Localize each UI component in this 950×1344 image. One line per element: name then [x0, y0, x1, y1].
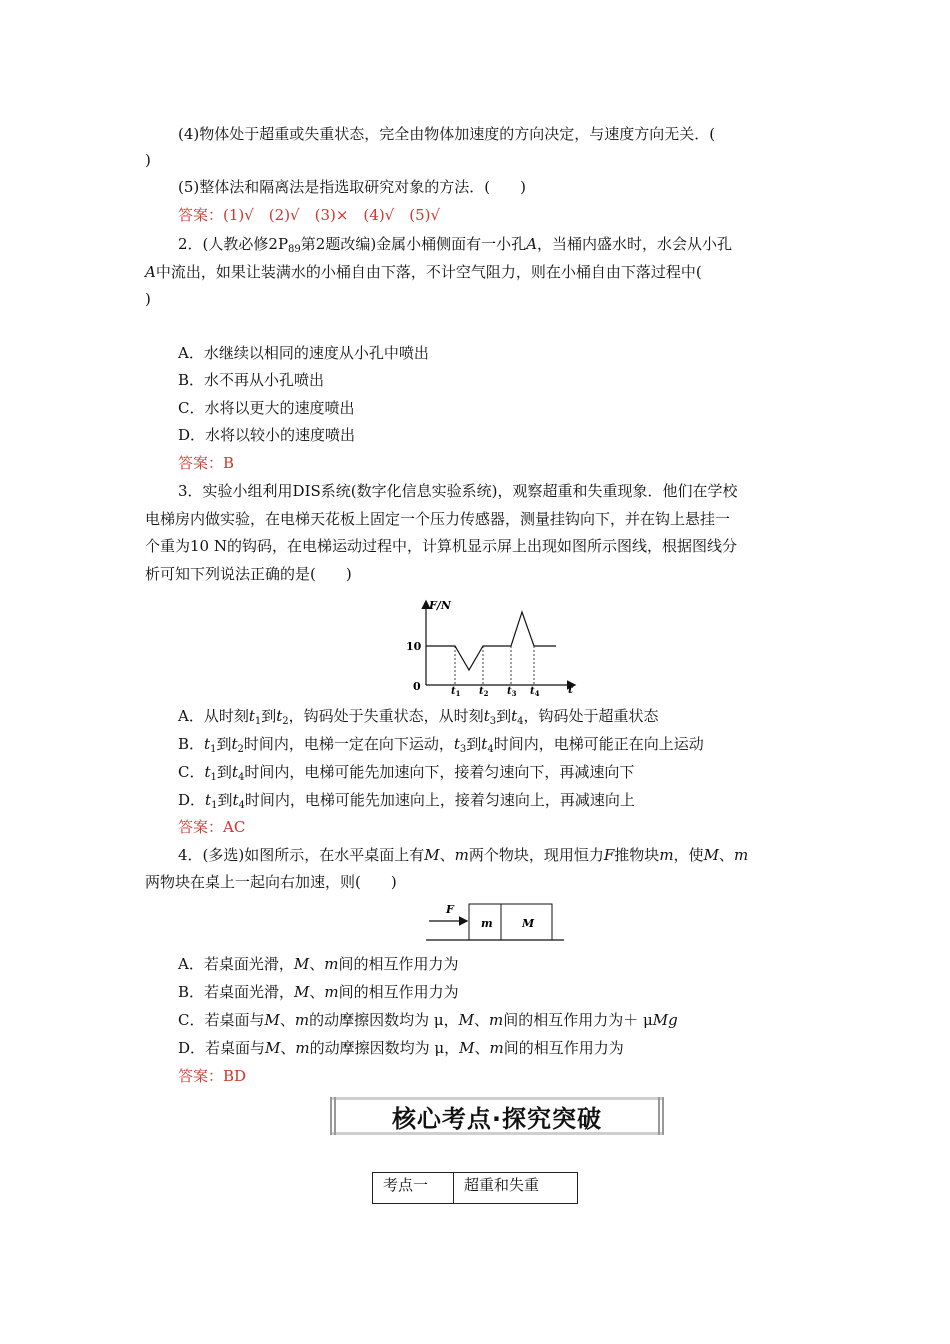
block-m-label: m: [481, 917, 493, 930]
y-tick-10: 10: [406, 640, 422, 653]
q1-item4: (4)物体处于超重或失重状态，完全由物体加速度的方向决定，与速度方向无关．(: [178, 125, 716, 143]
t2-label: $t_2$: [479, 686, 489, 698]
q3-option-a: A．从时刻$t_1$到$t_2$，钩码处于失重状态，从时刻$t_3$到$t_4$，钩码处于超重状态: [178, 707, 659, 727]
q2-line2: A中流出，如果让装满水的小桶自由下落，不计空气阻力，则在小桶自由下落过程中(: [145, 263, 702, 281]
y-axis-label: F/N: [429, 599, 451, 612]
q2-line3: ): [145, 290, 151, 308]
block-M-label: M: [522, 917, 535, 930]
force-label: F: [446, 903, 454, 916]
q2-option-a: A．水继续以相同的速度从小孔中喷出: [178, 344, 429, 362]
q4-line1: 4．(多选)如图所示，在水平桌面上有M、m两个物块，现用恒力F推物块m，使M、m: [178, 846, 749, 864]
q1-answer: 答案：(1)√ (2)√ (3)× (4)√ (5)√: [178, 206, 441, 224]
q3-option-b: B．$t_1$到$t_2$时间内，电梯一定在向下运动，$t_3$到$t_4$时间内，电梯可能正在向上运动: [178, 735, 704, 755]
q2-option-c: C．水将以更大的速度喷出: [178, 399, 355, 417]
q3-option-c: C．$t_1$到$t_4$时间内，电梯可能先加速向下，接着匀速向下，再减速向下: [178, 763, 635, 783]
q2-answer: 答案：B: [178, 454, 235, 472]
t4-label: $t_4$: [530, 686, 540, 698]
q1-item5: (5)整体法和隔离法是指选取研究对象的方法．( ): [178, 178, 526, 196]
q4-line2: 两物块在桌上一起向右加速，则( ): [145, 873, 397, 891]
q3-line3: 个重为10 N的钩码，在电梯运动过程中，计算机显示屏上出现如图所示图线，根据图线分: [145, 537, 737, 555]
q3-option-d: D．$t_1$到$t_4$时间内，电梯可能先加速向上，接着匀速向上，再减速向上: [178, 791, 635, 811]
q1-item4-tail: ): [145, 151, 151, 169]
q2-line1: 2．(人教必修$2P_{89}$第2题改编)金属小桶侧面有一小孔A，当桶内盛水时，水会从小孔: [178, 235, 733, 255]
q4-answer: 答案：BD: [178, 1067, 247, 1085]
kaodian-label: 考点一: [373, 1173, 454, 1204]
force-time-graph: [396, 596, 596, 700]
origin-label: 0: [413, 680, 421, 693]
q4-option-a: A．若桌面光滑，M、m间的相互作用力为: [178, 955, 459, 973]
q2-option-b: B．水不再从小孔喷出: [178, 371, 325, 389]
q4-option-c: C．若桌面与M、m的动摩擦因数均为 μ，M、m间的相互作用力为＋ μMg: [178, 1011, 678, 1029]
kaodian-table: [372, 1172, 578, 1204]
q4-option-b: B．若桌面光滑，M、m间的相互作用力为: [178, 983, 459, 1001]
q3-line4: 析可知下列说法正确的是( ): [145, 565, 352, 583]
t1-label: $t_1$: [451, 686, 461, 698]
force-curve: [426, 612, 556, 670]
blocks-figure: [426, 900, 566, 944]
x-axis-label: t: [568, 683, 574, 696]
kaodian-title: 超重和失重: [454, 1173, 578, 1204]
q3-answer: 答案：AC: [178, 818, 246, 836]
q3-line2: 电梯房内做实验，在电梯天花板上固定一个压力传感器，测量挂钩向下，并在钩上悬挂一: [145, 510, 731, 528]
q3-line1: 3．实验小组利用DIS系统(数字化信息实验系统)，观察超重和失重现象．他们在学校: [178, 482, 738, 500]
t3-label: $t_3$: [507, 686, 517, 698]
q2-option-d: D．水将以较小的速度喷出: [178, 426, 356, 444]
q4-option-d: D．若桌面与M、m的动摩擦因数均为 μ，M、m间的相互作用力为: [178, 1039, 624, 1057]
section-banner: 核心考点·探究突破: [330, 1097, 664, 1135]
